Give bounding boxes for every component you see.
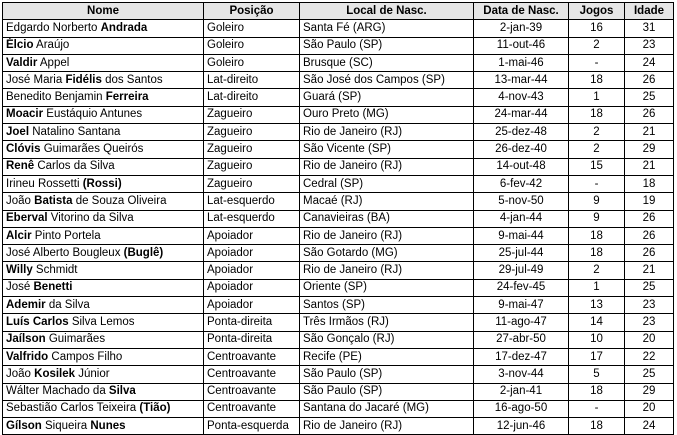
cell-posicao: Zagueiro: [204, 158, 300, 175]
name-part: Pinto Portela: [31, 229, 101, 242]
cell-nome: [3, 366, 204, 383]
cell-idade: 31: [625, 20, 674, 37]
cell-data: 24-fev-45: [474, 279, 569, 296]
cell-local: São Gotardo (MG): [300, 245, 474, 262]
table-row: [3, 245, 674, 262]
header-posicao: Posição: [204, 3, 300, 20]
cell-jogos: 18: [569, 418, 625, 435]
header-local: Local de Nasc.: [300, 3, 474, 20]
cell-nome: [3, 106, 204, 123]
cell-posicao: Lat-direito: [204, 89, 300, 106]
cell-jogos: 13: [569, 297, 625, 314]
cell-data: 6-fev-42: [474, 175, 569, 192]
cell-idade: 26: [625, 245, 674, 262]
cell-idade: 26: [625, 227, 674, 244]
cell-idade: 24: [625, 418, 674, 435]
header-data: Data de Nasc.: [474, 3, 569, 20]
name-part: Appel: [37, 56, 70, 69]
name-part: Júnior: [75, 367, 110, 380]
cell-data: 26-dez-40: [474, 141, 569, 158]
cell-idade: 25: [625, 366, 674, 383]
cell-posicao: Lat-esquerdo: [204, 193, 300, 210]
name-part: José Maria: [6, 73, 66, 86]
cell-data: 25-jul-44: [474, 245, 569, 262]
name-highlight: Ademir: [6, 298, 46, 311]
name-part: dos Santos: [101, 73, 163, 86]
table-row: [3, 348, 674, 365]
name-part: Araújo: [33, 39, 70, 52]
cell-nome: [3, 193, 204, 210]
cell-idade: 21: [625, 158, 674, 175]
table-row: [3, 331, 674, 348]
cell-local: Santana do Jacaré (MG): [300, 400, 474, 417]
cell-data: 2-jan-41: [474, 383, 569, 400]
name-highlight: Gílson: [6, 419, 42, 432]
name-part: João: [6, 367, 35, 380]
name-highlight: (Rossi): [82, 177, 122, 190]
cell-idade: 25: [625, 279, 674, 296]
cell-local: Guará (SP): [300, 89, 474, 106]
cell-data: 9-mai-44: [474, 227, 569, 244]
name-highlight: Moacir: [6, 108, 44, 121]
cell-idade: 26: [625, 72, 674, 89]
table-row: [3, 314, 674, 331]
cell-jogos: 10: [569, 331, 625, 348]
cell-jogos: 18: [569, 106, 625, 123]
cell-nome: [3, 72, 204, 89]
name-part: José: [6, 281, 34, 294]
table-row: [3, 383, 674, 400]
cell-posicao: Ponta-direita: [204, 331, 300, 348]
table-row: [3, 297, 674, 314]
table-row: [3, 89, 674, 106]
table-row: [3, 37, 674, 54]
cell-data: 12-jun-46: [474, 418, 569, 435]
cell-posicao: Centroavante: [204, 383, 300, 400]
cell-local: São Gonçalo (RJ): [300, 331, 474, 348]
cell-posicao: Ponta-esquerda: [204, 418, 300, 435]
cell-jogos: -: [569, 54, 625, 71]
cell-jogos: 2: [569, 262, 625, 279]
cell-posicao: Goleiro: [204, 54, 300, 71]
cell-posicao: Apoiador: [204, 279, 300, 296]
cell-data: 5-nov-50: [474, 193, 569, 210]
cell-idade: 21: [625, 262, 674, 279]
cell-nome: [3, 262, 204, 279]
name-highlight: (Tião): [139, 402, 171, 415]
cell-jogos: 14: [569, 314, 625, 331]
cell-local: Rio de Janeiro (RJ): [300, 158, 474, 175]
cell-posicao: Centroavante: [204, 348, 300, 365]
players-table: [2, 2, 674, 435]
table-row: [3, 72, 674, 89]
cell-local: Três Irmãos (RJ): [300, 314, 474, 331]
cell-local: São José dos Campos (SP): [300, 72, 474, 89]
cell-data: 9-mai-47: [474, 297, 569, 314]
name-part: Edgardo Norberto: [6, 21, 101, 34]
table-row: [3, 54, 674, 71]
cell-posicao: Goleiro: [204, 20, 300, 37]
name-highlight: Fidélis: [65, 73, 102, 86]
cell-data: 2-jan-39: [474, 20, 569, 37]
name-part: Vitorino da Silva: [47, 212, 134, 225]
cell-data: 4-jan-44: [474, 210, 569, 227]
name-highlight: Renê: [6, 160, 35, 173]
table-row: [3, 193, 674, 210]
cell-data: 17-dez-47: [474, 348, 569, 365]
cell-local: Santa Fé (ARG): [300, 20, 474, 37]
cell-jogos: 16: [569, 20, 625, 37]
cell-posicao: Lat-direito: [204, 72, 300, 89]
cell-posicao: Centroavante: [204, 366, 300, 383]
cell-posicao: Apoiador: [204, 262, 300, 279]
table-body: [3, 20, 674, 435]
name-highlight: Valfrido: [6, 350, 49, 363]
table-row: [3, 210, 674, 227]
cell-posicao: Zagueiro: [204, 106, 300, 123]
cell-posicao: Goleiro: [204, 37, 300, 54]
cell-idade: 24: [625, 54, 674, 71]
cell-idade: 26: [625, 106, 674, 123]
name-highlight: Élcio: [6, 39, 34, 52]
name-highlight: Benetti: [33, 281, 73, 294]
cell-data: 4-nov-43: [474, 89, 569, 106]
table-row: [3, 418, 674, 435]
name-highlight: Batista: [34, 194, 73, 207]
name-part: João: [6, 194, 35, 207]
cell-jogos: 2: [569, 141, 625, 158]
cell-posicao: Centroavante: [204, 400, 300, 417]
table-row: [3, 279, 674, 296]
cell-posicao: Apoiador: [204, 245, 300, 262]
cell-nome: [3, 279, 204, 296]
cell-jogos: 15: [569, 158, 625, 175]
name-highlight: Willy: [6, 264, 33, 277]
cell-nome: [3, 141, 204, 158]
name-highlight: Valdir: [6, 56, 38, 69]
name-highlight: Andrada: [100, 21, 148, 34]
cell-local: Recife (PE): [300, 348, 474, 365]
cell-local: Rio de Janeiro (RJ): [300, 262, 474, 279]
table-row: [3, 227, 674, 244]
name-part: Natalino Santana: [29, 125, 121, 138]
table-header-row: [3, 3, 674, 20]
name-highlight: Nunes: [90, 419, 126, 432]
table-row: [3, 366, 674, 383]
cell-jogos: 1: [569, 279, 625, 296]
cell-local: Rio de Janeiro (RJ): [300, 227, 474, 244]
cell-local: São Paulo (SP): [300, 366, 474, 383]
cell-local: Oriente (SP): [300, 279, 474, 296]
name-part: Eustáquio Antunes: [43, 108, 143, 121]
name-highlight: Luís Carlos: [6, 315, 69, 328]
cell-local: Santos (SP): [300, 297, 474, 314]
cell-jogos: -: [569, 175, 625, 192]
cell-local: Cedral (SP): [300, 175, 474, 192]
cell-nome: [3, 210, 204, 227]
name-part: Carlos da Silva: [34, 160, 115, 173]
cell-nome: [3, 297, 204, 314]
name-highlight: Eberval: [6, 212, 48, 225]
table-row: [3, 158, 674, 175]
cell-nome: [3, 54, 204, 71]
name-part: Campos Filho: [48, 350, 123, 363]
cell-local: São Paulo (SP): [300, 383, 474, 400]
cell-idade: 29: [625, 141, 674, 158]
name-highlight: Ferreira: [105, 91, 149, 104]
table-row: [3, 400, 674, 417]
name-highlight: Kosilek: [34, 367, 76, 380]
name-part: José Alberto Bougleux: [6, 246, 124, 259]
name-part: Irineu Rossetti: [6, 177, 83, 190]
cell-local: Rio de Janeiro (RJ): [300, 418, 474, 435]
table-row: [3, 20, 674, 37]
cell-jogos: 18: [569, 72, 625, 89]
cell-jogos: 9: [569, 210, 625, 227]
cell-jogos: 18: [569, 227, 625, 244]
header-idade: Idade: [625, 3, 674, 20]
name-part: Benedito Benjamin: [6, 91, 106, 104]
header-nome: Nome: [3, 3, 204, 20]
cell-nome: [3, 158, 204, 175]
name-part: da Silva: [45, 298, 90, 311]
cell-data: 14-out-48: [474, 158, 569, 175]
table-row: [3, 141, 674, 158]
cell-nome: [3, 227, 204, 244]
cell-local: Macaé (RJ): [300, 193, 474, 210]
table-row: [3, 262, 674, 279]
cell-jogos: 2: [569, 124, 625, 141]
table-row: [3, 124, 674, 141]
cell-data: 25-dez-48: [474, 124, 569, 141]
name-highlight: Alcir: [6, 229, 32, 242]
cell-local: Rio de Janeiro (RJ): [300, 124, 474, 141]
cell-jogos: 1: [569, 89, 625, 106]
cell-nome: [3, 175, 204, 192]
cell-idade: 29: [625, 383, 674, 400]
cell-posicao: Zagueiro: [204, 141, 300, 158]
name-part: Guimarães Queirós: [40, 143, 144, 156]
cell-jogos: 18: [569, 383, 625, 400]
table-row: [3, 175, 674, 192]
name-part: Guimarães: [45, 333, 106, 346]
name-highlight: Jaílson: [6, 333, 46, 346]
cell-nome: [3, 418, 204, 435]
cell-nome: [3, 20, 204, 37]
cell-posicao: Apoiador: [204, 297, 300, 314]
cell-idade: 25: [625, 89, 674, 106]
cell-data: 3-nov-44: [474, 366, 569, 383]
cell-nome: [3, 400, 204, 417]
cell-data: 13-mar-44: [474, 72, 569, 89]
cell-posicao: Ponta-direita: [204, 314, 300, 331]
cell-data: 27-abr-50: [474, 331, 569, 348]
cell-data: 1-mai-46: [474, 54, 569, 71]
cell-idade: 26: [625, 210, 674, 227]
cell-jogos: 17: [569, 348, 625, 365]
cell-jogos: 9: [569, 193, 625, 210]
cell-posicao: Apoiador: [204, 227, 300, 244]
cell-jogos: 18: [569, 245, 625, 262]
cell-idade: 20: [625, 400, 674, 417]
cell-posicao: Zagueiro: [204, 175, 300, 192]
cell-idade: 23: [625, 37, 674, 54]
name-part: Sebastião Carlos Teixeira: [6, 402, 140, 415]
name-highlight: Clóvis: [6, 143, 41, 156]
header-jogos: Jogos: [569, 3, 625, 20]
name-part: Schmidt: [32, 264, 78, 277]
name-part: Silva Lemos: [68, 315, 135, 328]
cell-local: São Paulo (SP): [300, 37, 474, 54]
cell-local: Brusque (SC): [300, 54, 474, 71]
cell-nome: [3, 124, 204, 141]
cell-idade: 23: [625, 297, 674, 314]
cell-posicao: Zagueiro: [204, 124, 300, 141]
cell-jogos: 5: [569, 366, 625, 383]
cell-local: Ouro Preto (MG): [300, 106, 474, 123]
name-highlight: (Buglê): [123, 246, 164, 259]
name-highlight: Silva: [108, 385, 136, 398]
cell-data: 16-ago-50: [474, 400, 569, 417]
cell-nome: [3, 383, 204, 400]
cell-nome: [3, 89, 204, 106]
name-part: Wálter Machado da: [6, 385, 109, 398]
cell-nome: [3, 245, 204, 262]
cell-nome: [3, 348, 204, 365]
cell-idade: 22: [625, 348, 674, 365]
cell-nome: [3, 331, 204, 348]
cell-data: 11-out-46: [474, 37, 569, 54]
cell-idade: 23: [625, 314, 674, 331]
cell-jogos: 2: [569, 37, 625, 54]
name-part: de Souza Oliveira: [72, 194, 167, 207]
cell-posicao: Lat-esquerdo: [204, 210, 300, 227]
cell-idade: 19: [625, 193, 674, 210]
cell-local: São Vicente (SP): [300, 141, 474, 158]
cell-data: 11-ago-47: [474, 314, 569, 331]
name-part: Siqueira: [41, 419, 91, 432]
table-row: [3, 106, 674, 123]
cell-local: Canavieiras (BA): [300, 210, 474, 227]
cell-nome: [3, 37, 204, 54]
cell-data: 24-mar-44: [474, 106, 569, 123]
cell-jogos: -: [569, 400, 625, 417]
cell-nome: [3, 314, 204, 331]
cell-idade: 21: [625, 124, 674, 141]
name-highlight: Joel: [6, 125, 30, 138]
cell-data: 29-jul-49: [474, 262, 569, 279]
cell-idade: 20: [625, 331, 674, 348]
cell-idade: 18: [625, 175, 674, 192]
